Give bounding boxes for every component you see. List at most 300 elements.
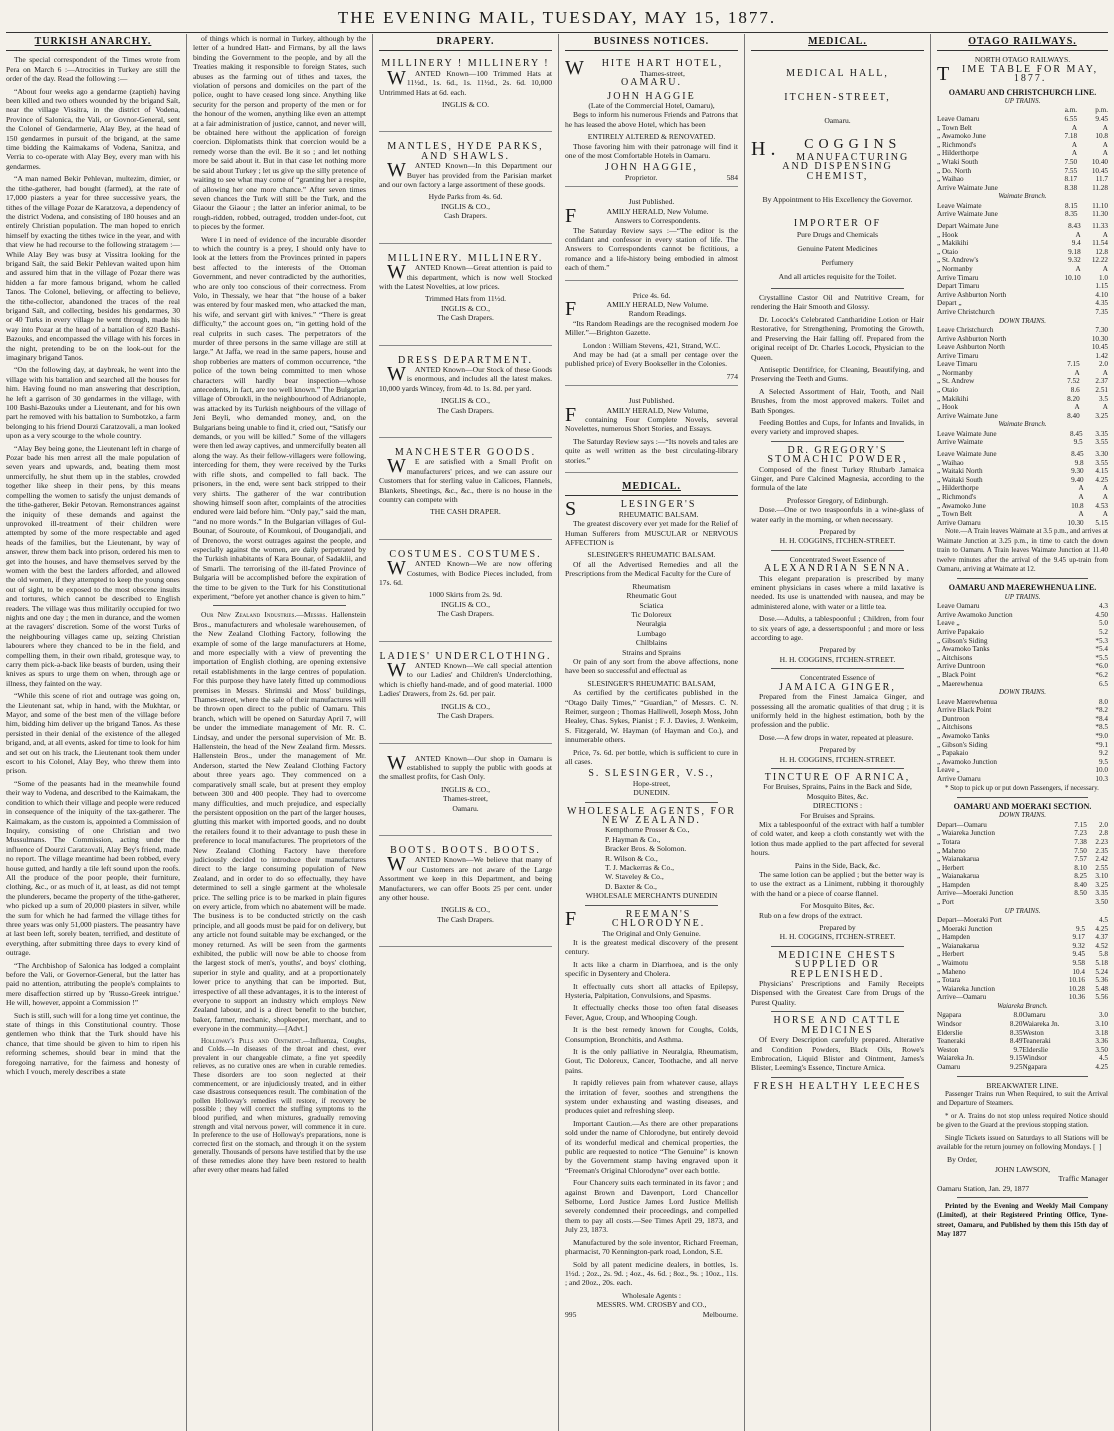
timetable-cell: „ Totara (937, 976, 961, 985)
timetable-row (937, 202, 1108, 211)
timetable-cell: Windsor (1022, 1054, 1047, 1063)
timetable-cell (1055, 916, 1085, 925)
ad-body: WANTED Known—We call special attention to our Ladies' and Children's Underclothing, which is chiefly hand-made, and of good material. 1000 Ladies' Drawers, from 2s. 6d. per pair. (379, 659, 552, 699)
foot-num: [ ] (1093, 1143, 1102, 1151)
hotel-owner: JOHN HAGGIE (607, 90, 696, 102)
ailment-item: Neuralgia (636, 619, 667, 629)
ad-body: WANTED Known—Our shop in Oamaru is established to supply the public with goods at the smallest profits, for Cash Only. (379, 751, 552, 782)
timetable-cell: *8.4 (1095, 714, 1108, 723)
hotel-body: Begs to inform his numerous Friends and Patrons that he has leased the above Hotel, which has been (565, 110, 738, 129)
timetable-cell: A (1075, 230, 1081, 239)
chlorodyne-title: FREEMAN'S CHLORODYNE. (565, 907, 706, 930)
balsam-name3: SLESINGER'S RHEUMATIC BALSAM, (587, 678, 716, 688)
coggins-sign: H. H. COGGINS, ITCHEN-STREET. (779, 754, 896, 764)
product-paragraph: A Selected Assortment of Hair, Tooth, and Nail Brushes, from the most approved makers. Toilet and Bath Sponges. (751, 386, 924, 415)
timetable-row (937, 1046, 1108, 1055)
timetable-cell: 9.5 (1099, 757, 1108, 766)
timetable-row (937, 450, 1108, 459)
timetable-cell: „ Maerewhenua (937, 679, 983, 688)
timetable-cell: 6.5 (1099, 679, 1108, 688)
timetable-cell: 5.56 (1095, 993, 1108, 1002)
herald1-title: FAMILY HERALD, New Volume. (565, 204, 709, 227)
timetable-cell: 4.10 (1095, 290, 1108, 299)
ailment-item: Tic Doloreux (631, 609, 672, 619)
hotel-ad (565, 55, 738, 187)
timetable-cell: 2.35 (1095, 846, 1108, 855)
article-paragraph: “Alay Bey being gone, the Lieutenant left in charge of Pozar bade his men arrest all the male population of seven years and upwards, and, beating them most unmercifully, he shut them up in the stables, crowded together like sheep in their pens, by this means compelling the women to satisfy the unjust demands of the tithe-gatherer, Bekir Petovan. Remonstrances against the iniquity of these demands and against the unprovoked ill-treatment of their children were attempted by some of the more respectable and aged heads of the families, but the Lieutenant, by way of answer, threw them back into prison, ordered his men to get into the houses, and have themselves served by the women with the best the larders afforded, and allowed the old women, if they attempted to keep the young ones out of sight, to be exposed to the most obscene insults and tortures, which cannot be described to English readers. The village was thus militarily occupied for two nights and one day ; the men in durance, and the women at the ravagers' discretion. Some of the worst Turks of the neighbouring villages came up, seizing Christian labourers where they chanced to be in the field, and compelling them, in their own ribald, grotesque way, to carry them pick-a-back like beasts of burden, using their knives as spurs to urge them on when, through age or illness, they fainted on the way. (6, 443, 180, 688)
timetable-cell: Oamaru (937, 1062, 961, 1071)
timetable-cell: A (1102, 403, 1108, 412)
coggins-appt: By Appointment to His Excellency the Governor. (762, 195, 913, 205)
hotel-sign2: Proprietor. (625, 172, 658, 182)
waimate-branch-table (937, 202, 1108, 219)
timetable-cell: „ Town Belt (937, 123, 972, 132)
timetable-cell: 8.38 (1064, 183, 1078, 192)
timetable-cell: Teaneraki (1022, 1037, 1051, 1046)
timetable-cell (1053, 291, 1080, 300)
ad-title: MILLINERY ! MILLINERY ! (381, 58, 550, 70)
timetable-cell: A (1102, 493, 1108, 501)
timetable-cell: 9.7 (1013, 1045, 1023, 1054)
ad-body: WANTED Known—Great attention is paid to this department, which is now well Stocked with the Latest Novelties, at low prices. (379, 261, 552, 291)
ad-extra: Trimmed Hats from 11½d. (424, 294, 507, 304)
timetable-cell: 1.15 (1095, 282, 1108, 291)
timetable-row (937, 484, 1108, 493)
timetable-row (937, 662, 1108, 671)
timetable-cell: Arrive Awamoko Junction (937, 610, 1013, 619)
ad-signature: The Cash Drapers. (437, 313, 494, 323)
timetable-note: Note.—A Train leaves Waimate at 3.5 p.m., and arrives at Waimate Junction at 3.25 p.m., in time to catch the down train to Oamaru. A Train leaves Waimate Junction at 11.40 twelve minutes after the arrival of the 9.45 up-train from Oamaru, arriving at Waimate at 12. (937, 527, 1108, 573)
timetable-row (937, 602, 1108, 611)
timetable-cell: 9.32 (1072, 941, 1086, 950)
timetable-cell: A (1102, 484, 1108, 493)
timetable-cell: 9.45 (1072, 950, 1086, 959)
timetable-cell: 3.55 (1095, 458, 1108, 467)
hotel-town: OAMARU. (621, 77, 682, 89)
timetable-row (937, 476, 1108, 485)
timetable-row (937, 898, 1108, 907)
article-paragraph: “While this scene of riot and outrage was going on, the Lieutenant sat, whip in hand, with the Mukhtar, or Mayor, and some of the best men of the village before him, bidding him deliver up the brigand Tanos. As these persisted in their denial of the existence of the alleged brigand, and, at all events, asked for time to look for him and set out on his track, the Lieutenant took them under escort to his Colonel, Alay Bey, who threw them into prison. (6, 691, 180, 776)
timetable-cell: 10.16 (1068, 976, 1086, 985)
hall-town: Oamaru. (824, 116, 851, 126)
gregory-body: Composed of the finest Turkey Rhubarb Jamaica Ginger, and Pure Calcined Magnesia, according to the formula of the late (751, 464, 924, 493)
hall-name: MEDICAL HALL, (786, 68, 889, 80)
ad-signature: INGLIS & CO., (441, 905, 490, 915)
timetable-cell (1058, 326, 1080, 335)
timetable-row (937, 680, 1108, 689)
timetable-cell: Weston (937, 1045, 959, 1054)
section-title: NORTH OTAGO RAILWAYS. (974, 55, 1071, 65)
timetable-row (937, 838, 1108, 847)
timetable-cell: 8.40 (1074, 880, 1087, 889)
timetable-cell: 4.5 (1099, 1054, 1108, 1063)
importer-list (751, 228, 924, 284)
ad-body: WANTED Known—We are now offering Costumes, with Bodice Pieces included, from 17s. 6d. (379, 557, 552, 588)
timetable-cell: 8.45 (1071, 450, 1084, 459)
hotel-street: Thames-street, (639, 68, 685, 78)
by-order: By Order, (947, 1155, 978, 1165)
ad-signature: INGLIS & CO., (441, 701, 490, 711)
balsam-name: SLESINGER'S (565, 498, 697, 521)
timetable-row (937, 1063, 1108, 1072)
chlorodyne-sign: MESSRS. WM. CROSBY and CO., (596, 1300, 707, 1310)
ad-body: WANTED Known—100 Trimmed Hats at 11½d., 1s. 6d., 1s. 11½d., 2s. 6d. 10,000 Untrimmed Hats at 6d. each. (379, 66, 552, 97)
timetable-cell: 2.42 (1095, 855, 1108, 864)
ad-signature: The Cash Drapers. (437, 711, 494, 721)
article-paragraph: Such is still, such will for a long time yet continue, the state of things in this Constitutional country. Those gentlemen who think that the Turk should have his chance, that time should be given to him to ripen his reforming schemes, should bear in mind that the foregoing narrative, for the fairness and honesty of which I vouch, merely describes a state (6, 1010, 180, 1077)
timetable-cell: 9.5 (1076, 924, 1086, 933)
column-business-notices (558, 34, 744, 1431)
senna-body: This elegant preparation is prescribed by many eminent physicians in cases where a mild laxative is needed. Its use is unattended with nausea, and may be administered alone, with water or a little tea. (751, 573, 924, 611)
family-herald-ad-2 (565, 287, 738, 387)
herald2-pre: Price 4s. 6d. (632, 290, 671, 300)
timetable-cell: „ Richmond's (937, 140, 977, 149)
timetable-cell: A (1078, 484, 1084, 493)
timetable-row (937, 265, 1108, 274)
timetable-cell: „ Hook (937, 230, 958, 239)
ad-signature: The Cash Drapers. (437, 405, 494, 415)
timetable-cell: 10.30 (1091, 334, 1108, 343)
coggins-sign: H. H. COGGINS, ITCHEN-STREET. (779, 932, 896, 942)
ad-signature: Cash Drapers. (443, 211, 488, 221)
masthead: THE EVENING MAIL, TUESDAY, MAY 15, 1877. (6, 6, 1108, 33)
herald1-sub: Answers to Correspondents. (614, 216, 701, 226)
hotel-body2: Those favoring him with their patronage will find it one of the most Comfortable Hotels in Oamaru. (565, 141, 738, 161)
timetable-cell: „ Normanby (937, 368, 973, 377)
timetable-row (937, 741, 1108, 750)
timetable-row (937, 775, 1108, 784)
article-paragraph: “A man named Bekir Pehlevan, multezim, dimier, or the tithe-gatherer, had bought (farmed), at the rate of 17,000 piasters a year for three successive years, the tithes of the village Pozar de Karatzova, a dependency of the district Vodena, and consisting of 180 houses and an entirely Christian population. The man hoped to enrich himself by exacting the tithes twice in the year, and with that view he had recourse to the following stratagem :—While Alay Bey was busy at Vissitra looking for the brigand Saït, the said Bekir Pehlevan waited upon him and assured him that in the village of Pozar there was hidden a far more famous brigand, whom he called Tanos. The Colonel, believing, or affecting to believe, the tithe-collector, abandoned the traces of the real brigand Saït, and collecting, besides his gendarmes, 30 or 40 Turks in every village he went through, made his way into Pozar at the head of a battalion of 820 Bashi-Bazouks, and encompassed the village with his forces in the night, pretending to be on the look-out for the imaginary brigand Tanos. (6, 174, 180, 362)
timetable-row (937, 916, 1108, 925)
drapery-ad (379, 842, 552, 947)
timetable-cell: Depart Timaru (937, 282, 980, 291)
up-trains-label: UP TRAINS. (1004, 97, 1041, 106)
timetable-cell: 2.37 (1095, 377, 1108, 386)
moeraki-down-table (937, 821, 1108, 907)
timetable-cell: 5.36 (1095, 976, 1108, 985)
timetable-row (937, 628, 1108, 637)
timetable-cell: „ Gibson's Siding (937, 740, 988, 749)
timetable-cell: Leave Waimate (937, 201, 982, 210)
timetable-cell: Waiareka Jn. (1022, 1020, 1060, 1028)
timetable-cell: 8.40 (1067, 411, 1080, 420)
timetable-cell: „ Papakaio (937, 749, 969, 758)
ginger-title: JAMAICA GINGER, (779, 681, 896, 693)
timetable-row (937, 403, 1108, 412)
prepared-by: Prepared by (819, 745, 856, 755)
timetable-cell: Arrive Papakaio (937, 628, 984, 636)
chlorodyne-paragraph: Sold by all patent medicine dealers, in bottles, 1s. 1½d. ; 2oz., 2s. 9d. ; 4oz., 4s. 6d. ; 8oz., 9s. ; 10oz., 11s. ; and 20oz., 20s. each. (565, 1259, 738, 1288)
timetable-cell: 10.40 (1091, 158, 1108, 166)
south-up-table (937, 222, 1108, 317)
timetable-cell: 4.5 (1099, 916, 1108, 925)
timetable-cell: A (1102, 264, 1108, 273)
timetable-cell: „ Gibson's Siding (937, 636, 988, 645)
timetable-cell: *8.5 (1095, 723, 1108, 732)
timetable-row (937, 335, 1108, 344)
hdr-am: a.m. (1064, 106, 1078, 115)
timetable-cell: 3.5 (1099, 394, 1108, 403)
timetable-cell: 5.18 (1095, 959, 1108, 968)
timetable-cell: Arrive Oamaru (937, 774, 981, 783)
maerewhenua-up-table (937, 602, 1108, 688)
horse-body: Of Every Description carefully prepared. Alterative and Condition Powders, Black Oils, Rowe's Embrocation, Liquid Blister and Ointment, James's Blister, Leeming's Essence, Tincture Arnica. (751, 1035, 924, 1073)
timetable-cell: „ Waimotu (937, 959, 969, 968)
timetable-cell (1058, 352, 1080, 361)
timetable-row (937, 377, 1108, 386)
holloway-text: Influenza, Coughs, and Colds.—In diseases of the throat and chest, ever prevalent in our changeable climate, a fine yet speedily relieves, as no curative ones are when in curable remedies. These disorders are too soon neglected at their commencement, or are injudiciously treated, and in either case disastrous consequences result. The combination of the pollen Holloway's remedies will restore, if recovery be possible ; they will correct the stuffing symptoms to the blood purified, and when mixtures, gradually removing strength and vital nervous power, will commence it in cure. In preference to the use of Holloway's preparations, none is corrected first on the stomach, and through it on the system generally. Thousands of persons have testified that by the use of these remedies alone they have been restored to health after every other means had failed (193, 1036, 367, 1174)
holloway-title: Holloway's Pills and Ointment. (201, 1036, 303, 1045)
column-heading: DRAPERY. (379, 34, 552, 51)
arnica-body2: The same lotion can be applied ; but the better way is to use the extract as a Liniment, rubbing it thoroughly with the hand or a piece of coarse flannel. (751, 870, 924, 898)
medical-heading: MEDICAL. (565, 479, 738, 496)
timetable-row (937, 619, 1108, 628)
ad-signature: Oamaru. (452, 803, 479, 813)
timetable-row (937, 766, 1108, 775)
timetable-cell: 8.6 (1070, 386, 1080, 395)
herald1-pre: Just Published. (628, 197, 675, 207)
importer-item: Pure Drugs and Chemicals (796, 230, 879, 240)
timetable-cell: 8.15 (1064, 201, 1078, 210)
timetable-cell: Ngapara (1022, 1062, 1047, 1071)
ailments-list (565, 582, 738, 657)
timetable-cell: Arrive Oamaru (937, 518, 981, 527)
timetable-cell: 2.51 (1095, 386, 1108, 395)
waimate-branch-label: Waimate Branch. (998, 420, 1047, 429)
timetable-row (937, 467, 1108, 476)
timetable-cell: „ Awamoko June (937, 501, 986, 510)
timetable-cell: Leave Oamaru (937, 115, 980, 124)
timetable-row (937, 395, 1108, 404)
hall-street: ITCHEN-STREET, (784, 91, 891, 103)
industries-notice (193, 610, 366, 1033)
importer: IMPORTER OF (793, 217, 882, 229)
agents-foot: WHOLESALE MERCHANTS DUNEDIN (585, 891, 718, 901)
down-trains-label: DOWN TRAINS. (998, 811, 1047, 820)
drapery-ad (379, 55, 552, 132)
timetable-cell: Arrive Ashburton North (937, 290, 1007, 299)
timetable-row (937, 308, 1108, 317)
drapery-ad (379, 750, 552, 836)
timetable-cell: 3.0 (1099, 1011, 1108, 1020)
timetable-row (937, 412, 1108, 421)
ailment-item: Strains and Sprains (622, 647, 681, 657)
timetable-cell: Arrive Duntroon (937, 662, 986, 671)
timetable-cell: Leave Ashburton North (937, 343, 1005, 352)
timetable-row (937, 829, 1108, 838)
waiareka-branch-label: Waiareka Branch. (997, 1002, 1048, 1010)
ad-title: MANTLES, HYDE PARKS, AND SHAWLS. (387, 141, 544, 162)
product-paragraph: Dr. Locock's Celebrated Cantharidine Lotion or Hair Restorative, for Strengthening, Promoting the Growth, and Preserving the Hair falling off. Prepared from the original receipt of Dr. Charles Locock, Physician to the Queen. (751, 314, 924, 362)
herald2-sub: Random Readings. (628, 309, 687, 319)
senna-dose: Dose.—Adults, a tablespoonful ; Children, from four to six years of age, a dessertspoonful ; and more or less according to age. (751, 614, 924, 643)
balsam-body4: As certified by the certificates published in the “Otago Daily Times,” “Guardian,” of Messrs. C. N. Reimer, surgeon ; Thomas Halliwell, Joseph Moss, John Healey, Chas. Sykes, Pianist ; F. J. Davies, J. Wenkeim, S. Fitzgerald, W. Hayman (of Hayman and Co.), and innumerable others. (565, 688, 738, 745)
timetable-cell: 3.30 (1095, 450, 1108, 459)
holloway-notice: Holloway's Pills and Ointment.—Influenza, Coughs, and Colds.—In diseases of the throat and chest, ever prevalent in our changeable climate, a fine yet speedily relieves, as no curative ones are when in curable remedies. These disorders are too soon neglected at their commencement, or are injudiciously treated, and in either case disastrous consequences result. The combination of the pollen Holloway's remedies will restore, if recovery be possible ; they will correct the stuffing symptoms to the blood purified, and when mixtures, gradually removing strength and vital nervous power, will commence it in cure. In preference to the use of Holloway's preparations, none is corrected first on the stomach, and through it on the system generally. Thousands of persons have testified that by the use of these remedies alone they have been restored to health after every other means had failed (193, 1036, 367, 1174)
ad-title: COSTUMES. COSTUMES. (389, 548, 542, 560)
timetable-row (937, 386, 1108, 395)
timetable-cell: 7.15 (1067, 360, 1080, 369)
article-paragraph: “About four weeks ago a gendarme (zaptieh) having been killed and two others wounded by the brigand Saït, near the village Vissitra, in the district of Vodena, Province of Salonica, the Vali, or Govnor-General, sent the Colonel of Gendarmerie, Alay Bey, at the head of 150 gendarmes in pursuit of the brigand, at the same time bidding the Kaimakams of Vodena, Sanitza, and Verria to co-operate with Alay Bey, every man with his gendarmes. (6, 86, 180, 171)
timetable-cell: 9.32 (1068, 256, 1081, 265)
timetable-cell: A (1071, 123, 1078, 132)
maerewhenua-note: * Stop to pick up or put down Passengers, if necessary. (945, 783, 1099, 792)
coggins-title: MANUFACTURING AND DISPENSING CHEMIST, (782, 152, 910, 182)
timetable-cell: 8.0 (1099, 697, 1108, 706)
senna-pre: Concentrated Sweet Essence of (789, 554, 886, 564)
timetable-cell: „ Wtaki South (937, 158, 978, 166)
timetable-cell: Depart—Moeraki Port (937, 916, 1002, 925)
timetable-cell: 7.50 (1064, 158, 1078, 166)
timetable-cell: 8.17 (1064, 175, 1078, 184)
timetable-row (937, 881, 1108, 890)
coggins-sign: H. H. COGGINS, ITCHEN-STREET. (779, 654, 896, 664)
balsam-body: The greatest discovery ever yet made for the Relief of Human Sufferers from MUSCULAR or NERVOUS AFFECTION is (565, 519, 738, 548)
timetable-row (937, 210, 1108, 219)
timetable-cell: 10.10 (1064, 273, 1081, 282)
hotel-name: WHITE HART HOTEL, (565, 57, 724, 80)
timetable-cell: Leave Waimate June (937, 450, 997, 459)
timetable-row (937, 732, 1108, 741)
ad-signature: INGLIS & CO., (441, 201, 490, 211)
timetable-cell: 9.30 (1071, 467, 1084, 476)
timetable-cell: 2.0 (1099, 360, 1108, 369)
product-paragraph: Feeding Bottles and Cups, for Infants and Invalids, in every variety and improved shapes. (751, 417, 924, 437)
drapery-ad (379, 648, 552, 744)
timetable-cell: 4.35 (1095, 299, 1108, 308)
timetable-cell: Leave Christchurch (937, 325, 994, 334)
timetable-cell: „ Otaio (937, 247, 958, 256)
ad-extra: Hyde Parks from 4s. 6d. (428, 192, 503, 202)
timetable-cell: 7.15 (1074, 820, 1087, 829)
timetable-cell: 3.50 (1095, 1045, 1108, 1054)
timetable-row (937, 459, 1108, 468)
timetable-cell: 11.33 (1092, 221, 1108, 230)
timetable-cell: 7.18 (1064, 132, 1078, 141)
article-paragraph: “The Archbishop of Salonica has lodged a complaint before the Vali, or Governor-General, but the latter has paid no attention, attributing the people's complaints to mere disaffection stirred up by 'Russo-Greek intrigue.' He will, however, appoint a Commission !” (6, 960, 180, 1008)
timetable-cell: „ Waianakarua (937, 941, 980, 950)
timetable-cell: 7.38 (1074, 837, 1087, 846)
timetable-row (937, 611, 1108, 620)
timetable-cell: 3.25 (1095, 880, 1108, 889)
timetable-cell: „ Black Point (937, 670, 976, 679)
timetable-cell: „ Makikihi (937, 394, 969, 403)
timetable-row (937, 706, 1108, 715)
hdr-pm: p.m. (1095, 106, 1108, 115)
ad-extra: 1000 Skirts from 2s. 9d. (428, 590, 503, 600)
timetable-cell: 3.25 (1095, 411, 1108, 420)
route-1-title: OAMARU AND CHRISTCHURCH LINE. (948, 87, 1097, 97)
timetable-row (937, 343, 1108, 352)
timetable-cell: 9.45 (1095, 115, 1108, 124)
agents-list (565, 825, 738, 891)
timetable-cell: *6.2 (1095, 670, 1108, 679)
industries-title: Our New Zealand Industries.—Messrs. (201, 610, 328, 620)
timetable-cell: 4.15 (1095, 467, 1108, 476)
agent-item: R. Wilson & Co., (605, 853, 658, 863)
ad-signature: INGLIS & CO., (441, 303, 490, 313)
balsam-sign3: DUNEDIN. (633, 788, 670, 798)
timetable-cell: 8.45 (1070, 429, 1083, 438)
timetable-cell: „ Hilderthorpe (937, 484, 979, 493)
timetable-cell: 3.50 (1095, 898, 1108, 907)
timetable-row (937, 968, 1108, 977)
timetable-row (937, 222, 1108, 231)
timetable-row (937, 256, 1108, 265)
timetable-cell: 9.4 (1071, 239, 1081, 248)
timetable-cell: A (1102, 149, 1108, 158)
timetable-row (937, 855, 1108, 864)
timetable-cell: Leave „ (937, 619, 960, 628)
herald2-num: 774 (726, 371, 738, 381)
importer-item: And all articles requisite for the Toilet. (778, 272, 897, 282)
timetable-cell: 3.36 (1095, 1037, 1108, 1046)
chlorodyne-paragraph: Important Caution.—As there are other preparations sold under the name of Chlorodyne, but entirely devoid of its wonderful medical and chemical properties, the public are requested to notice “The Genuine” is known by the Government stamp having engraved upon it “Freeman's Original Chlorodyne” over each bottle. (565, 1118, 738, 1175)
gregory-prof: Professor Gregory, of Edinburgh. (786, 495, 889, 505)
timetable-cell: „ Hilderthorpe (937, 149, 979, 158)
timetable-cell: A (1071, 140, 1078, 149)
timetable-row (937, 352, 1108, 361)
chests-body: Physicians' Prescriptions and Family Receipts Dispensed with the Greatest Care from Drugs of the Purest Quality. (751, 979, 924, 1007)
timetable-row (937, 950, 1108, 959)
timetable-cell: Elderslie (1022, 1045, 1049, 1054)
timetable-cell: 8.20 (1067, 394, 1080, 403)
breakwater-body: Passenger Trains run When Required, to suit the Arrival and Departure of Steamers. (937, 1089, 1108, 1108)
timetable-row (937, 167, 1108, 176)
timetable-row (937, 360, 1108, 369)
ad-body: WANTED Known—We believe that many of our Customers are not aware of the Large Assortment we keep in this Department, and being Manufacturers, we can offer Boots 25 per cent. under any other house. (379, 853, 552, 902)
timetable-row (937, 438, 1108, 447)
herald3-pre: Just Published. (628, 396, 675, 406)
timetable-row (937, 933, 1108, 942)
timetable-row (937, 1011, 1108, 1020)
timetable-cell: „ Waianakarua (937, 855, 980, 864)
timetable-cell: 11.28 (1092, 183, 1108, 192)
chlorodyne-agents: Wholesale Agents : (621, 1290, 682, 1300)
coggins-products (751, 293, 924, 437)
timetable-row (937, 239, 1108, 248)
timetable-cell: 12.22 (1091, 256, 1108, 265)
chlorodyne-paragraph: Four Chancery suits each terminated in its favor ; and against Brown and Davenport, Lord Chancellor Selborne, Lord Justice James Lord Justice Mellish severely condemned their proceedings, and compelled them to pay all costs.—See Times April 29, 1873, and July 23, 1873. (565, 1178, 738, 1235)
timetable-row (937, 1054, 1108, 1063)
timetable-cell: 5.24 (1095, 967, 1108, 976)
ad-title: MANCHESTER GOODS. (394, 446, 537, 458)
timetable-cell: 10.30 (1067, 518, 1084, 527)
timetable-cell: *9.1 (1095, 740, 1108, 749)
timetable-cell: „ Awamoko Tanks (937, 645, 990, 654)
timetable-cell: Arrive Timaru (937, 273, 979, 282)
timetable-cell: Elderslie (937, 1028, 963, 1037)
timetable-cell: 12.8 (1095, 247, 1108, 256)
directions: DIRECTIONS : (812, 801, 863, 811)
timetable-cell: Arrive Black Point (937, 706, 992, 715)
timetable-cell: 7.57 (1074, 855, 1087, 864)
timetable-cell: 4.25 (1095, 475, 1108, 484)
article-body (6, 55, 180, 1076)
agents-title: WHOLESALE AGENTS, FOR NEW ZEALAND. (567, 805, 736, 827)
agent-item: W. Staveley & Co., (605, 872, 664, 882)
timetable-cell: „ St. Andrew (937, 377, 975, 386)
timetable-cell: 3.10 (1095, 1020, 1108, 1028)
timetable-row (937, 637, 1108, 646)
timetable-cell: 9.40 (1071, 475, 1084, 484)
arnica-for: For Bruises and Sprains. (800, 810, 875, 820)
timetable-cell: 7.52 (1067, 377, 1080, 386)
down-trains-label: DOWN TRAINS. (998, 688, 1047, 697)
ad-signature: INGLIS & CO., (441, 599, 490, 609)
arnica-title: TINCTURE OF ARNICA, (764, 771, 911, 783)
timetable-row (937, 821, 1108, 830)
